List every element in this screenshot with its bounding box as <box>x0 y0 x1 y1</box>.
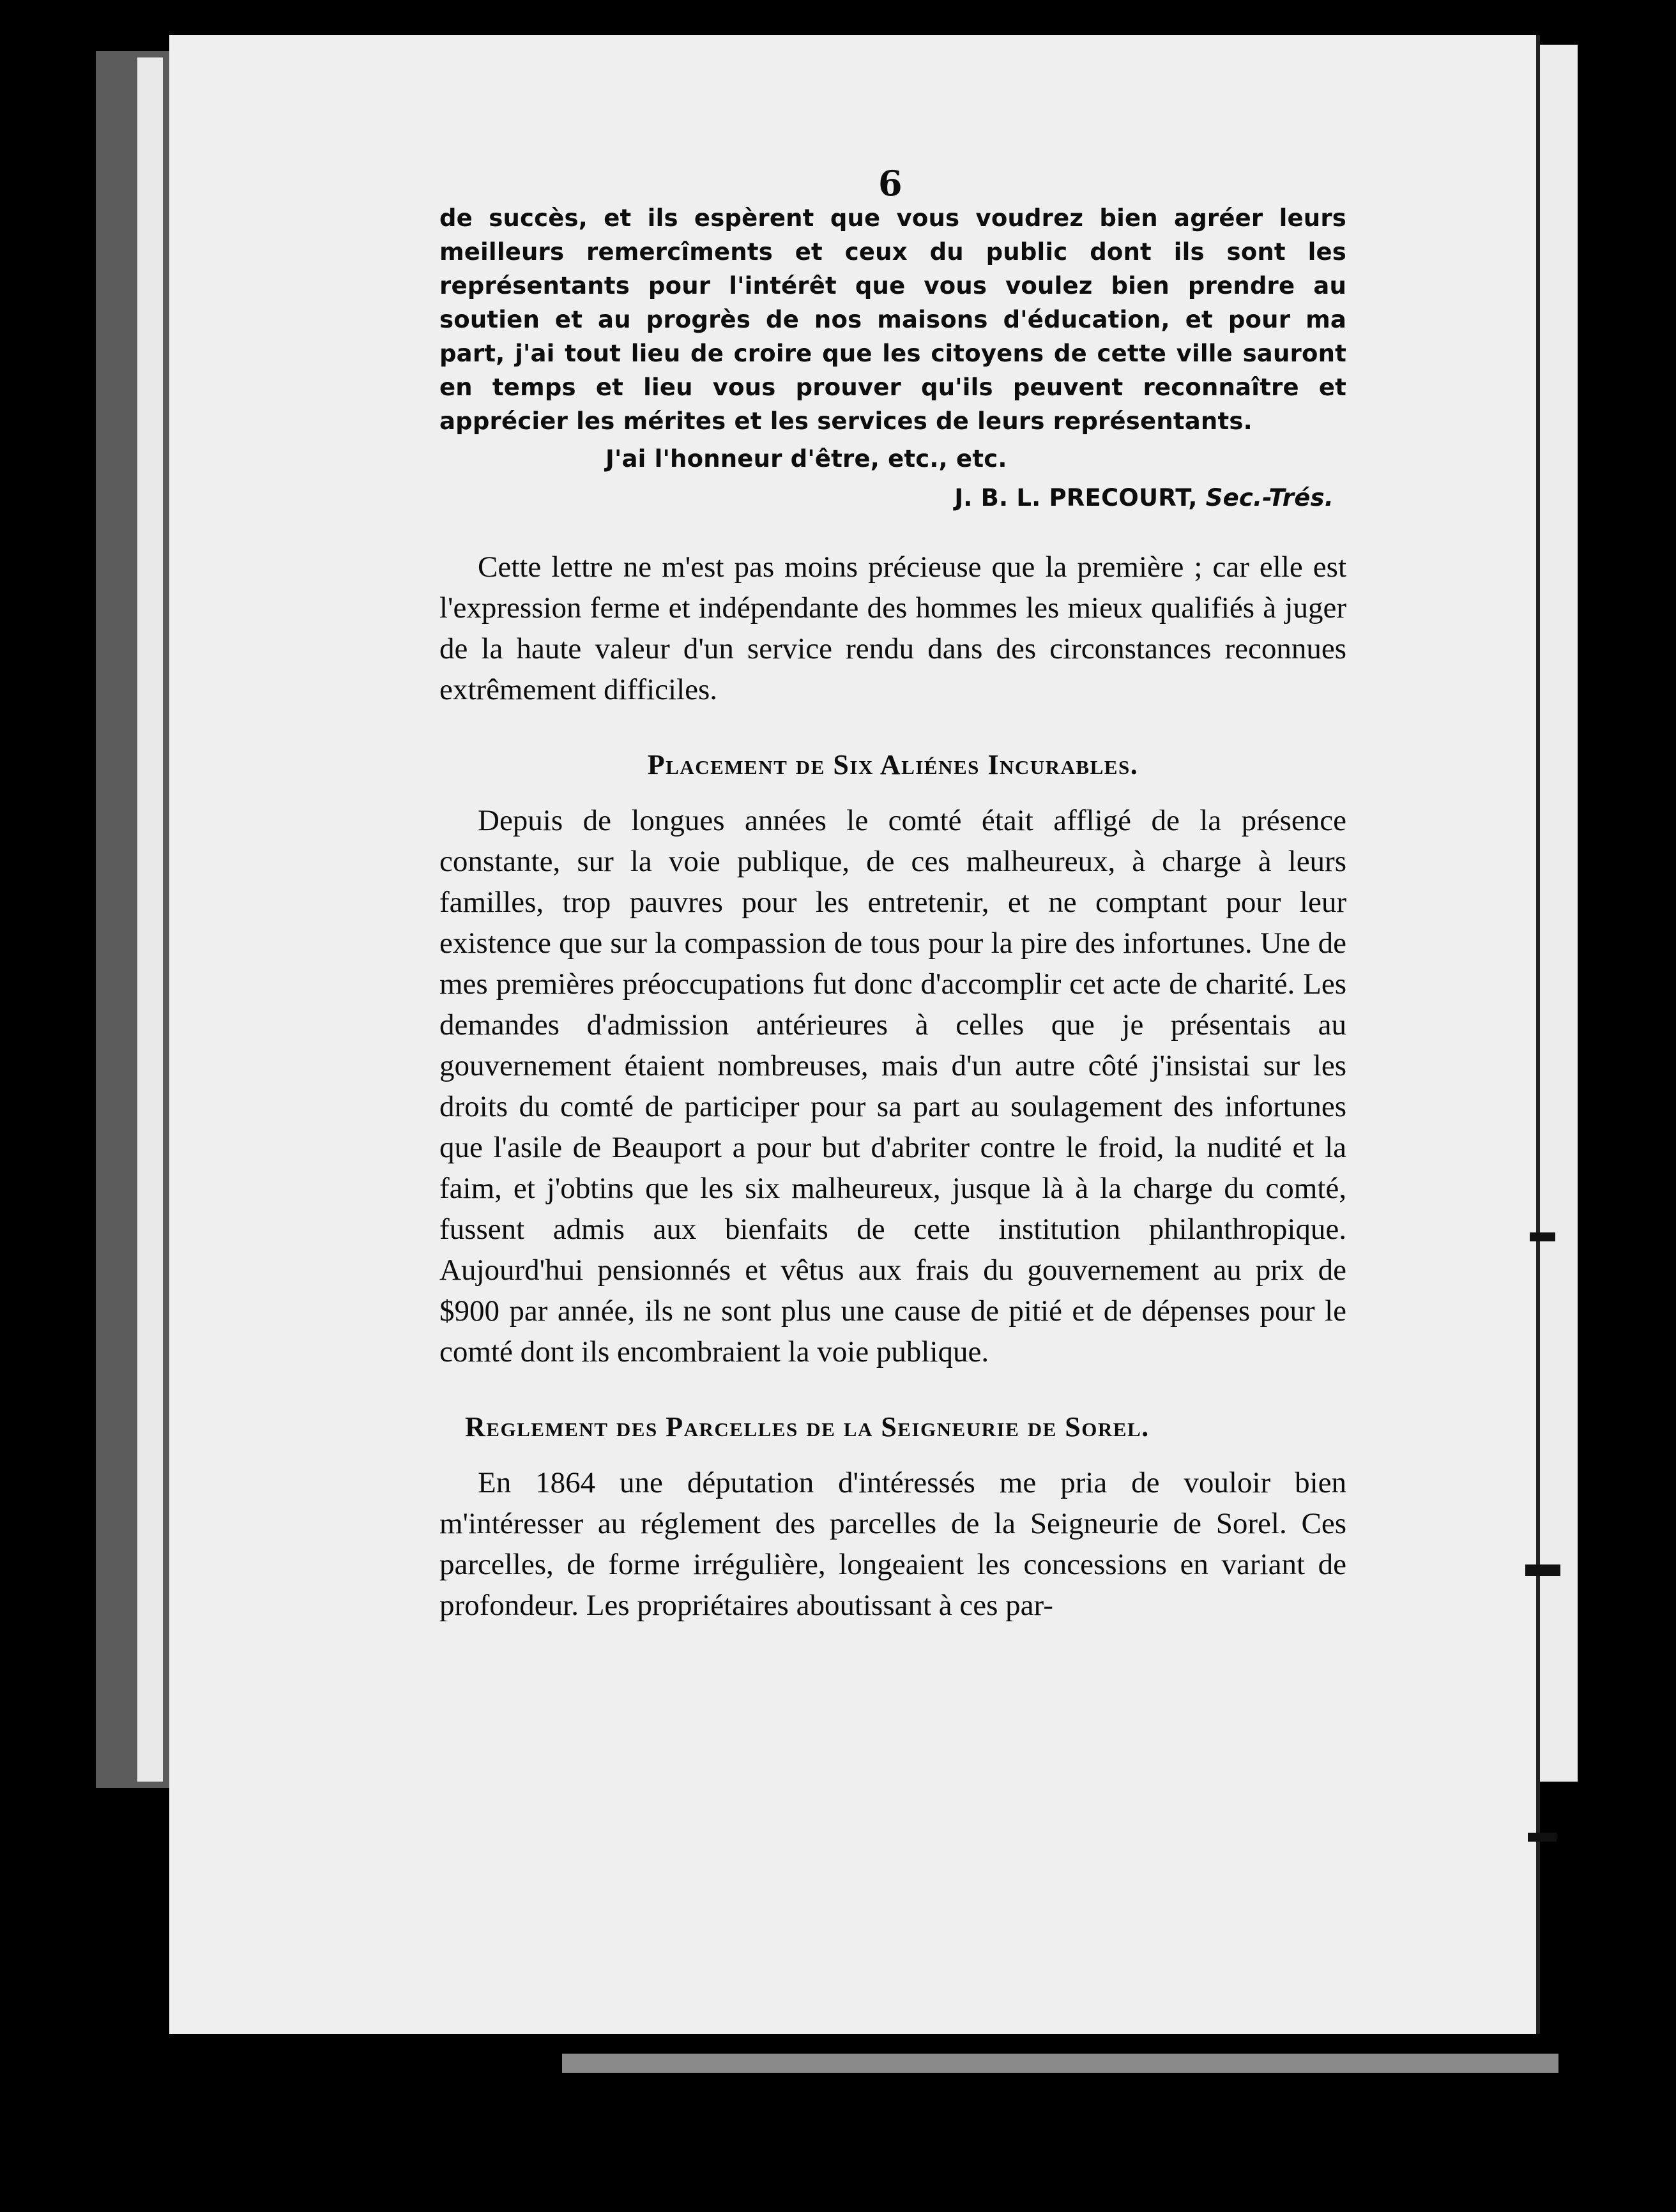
page-number: 6 <box>878 163 903 204</box>
signature-name: J. B. L. PRECOURT, <box>954 484 1198 511</box>
binding-mark <box>1530 1232 1555 1241</box>
scan-frame-left-strip <box>137 57 163 1782</box>
signature-title: Sec.-Trés. <box>1205 484 1334 511</box>
letter-body: de succès, et ils espèrent que vous voudrez bien agréer leurs meilleurs remercîments et ceux du public dont ils sont les représentants pour l'intérêt que vous voulez bien prendre au soutien et au progrès de nos maisons d'éducation, et pour ma part, j'ai tout lieu de croire que les citoyens de cette ville sauront en temps et lieu vous prouver qu'ils peuvent reconnaître et apprécier les mérites et les services de leurs représentants. <box>439 204 1346 435</box>
binding-mark <box>1528 1833 1557 1842</box>
page-content <box>439 201 1346 1626</box>
section-heading-reglement: Reglement des Parcelles de la Seigneurie de Sorel. <box>465 1411 1150 1443</box>
document-page <box>169 35 1540 2034</box>
binding-mark <box>1525 1564 1560 1576</box>
section-reglement-text: En 1864 une députation d'intéressés me pria de vouloir bien m'intéresser au réglement des parcelles de la Seigneurie de Sorel. Ces parcelles, de forme irrégulière, longeaient les concessions en variant de profondeur. Les propriétaires aboutissant à ces par- <box>439 1466 1346 1622</box>
paragraph-after-letter: Cette lettre ne m'est pas moins précieuse que la première ; car elle est l'expression ferme et indépendante des hommes les mieux qualifiés à juger de la haute valeur d'un service rendu dans des circonstances reconnues extrêmement difficiles. <box>439 550 1346 706</box>
section-heading-placement: Placement de Six Aliénes Incurables. <box>647 749 1139 780</box>
scan-frame-bottom <box>562 2054 1558 2073</box>
letter-signature <box>439 481 1346 515</box>
letter-closing: J'ai l'honneur d'être, etc., etc. <box>606 445 1007 473</box>
letter-excerpt <box>439 201 1346 515</box>
section-placement-text: Depuis de longues années le comté était affligé de la présence constante, sur la voie publique, de ces malheureux, à charge à leurs familles, trop pauvres pour les entretenir, et ne comptant pour leur existence que sur la compassion de tous pour la pire des infortunes. Une de mes premières préoccupations fut donc d'accomplir cet acte de charité. Les demandes d'admission antérieures à celles que je présentais au gouvernement étaient nombreuses, mais d'un autre côté j'insistai sur les droits du comté de participer pour sa part au soulagement des infortunes que l'asile de Beauport a pour but d'abriter contre le froid, la nudité et la faim, et j'obtins que les six malheureux, jusque là à la charge du comté, fussent admis aux bienfaits de cette institution philanthropique. Aujourd'hui pensionnés et vêtus aux frais du gouvernement au prix de $900 par année, ils ne sont plus une cause de pitié et de dépenses pour le comté dont ils encombraient la voie publique. <box>439 804 1346 1368</box>
